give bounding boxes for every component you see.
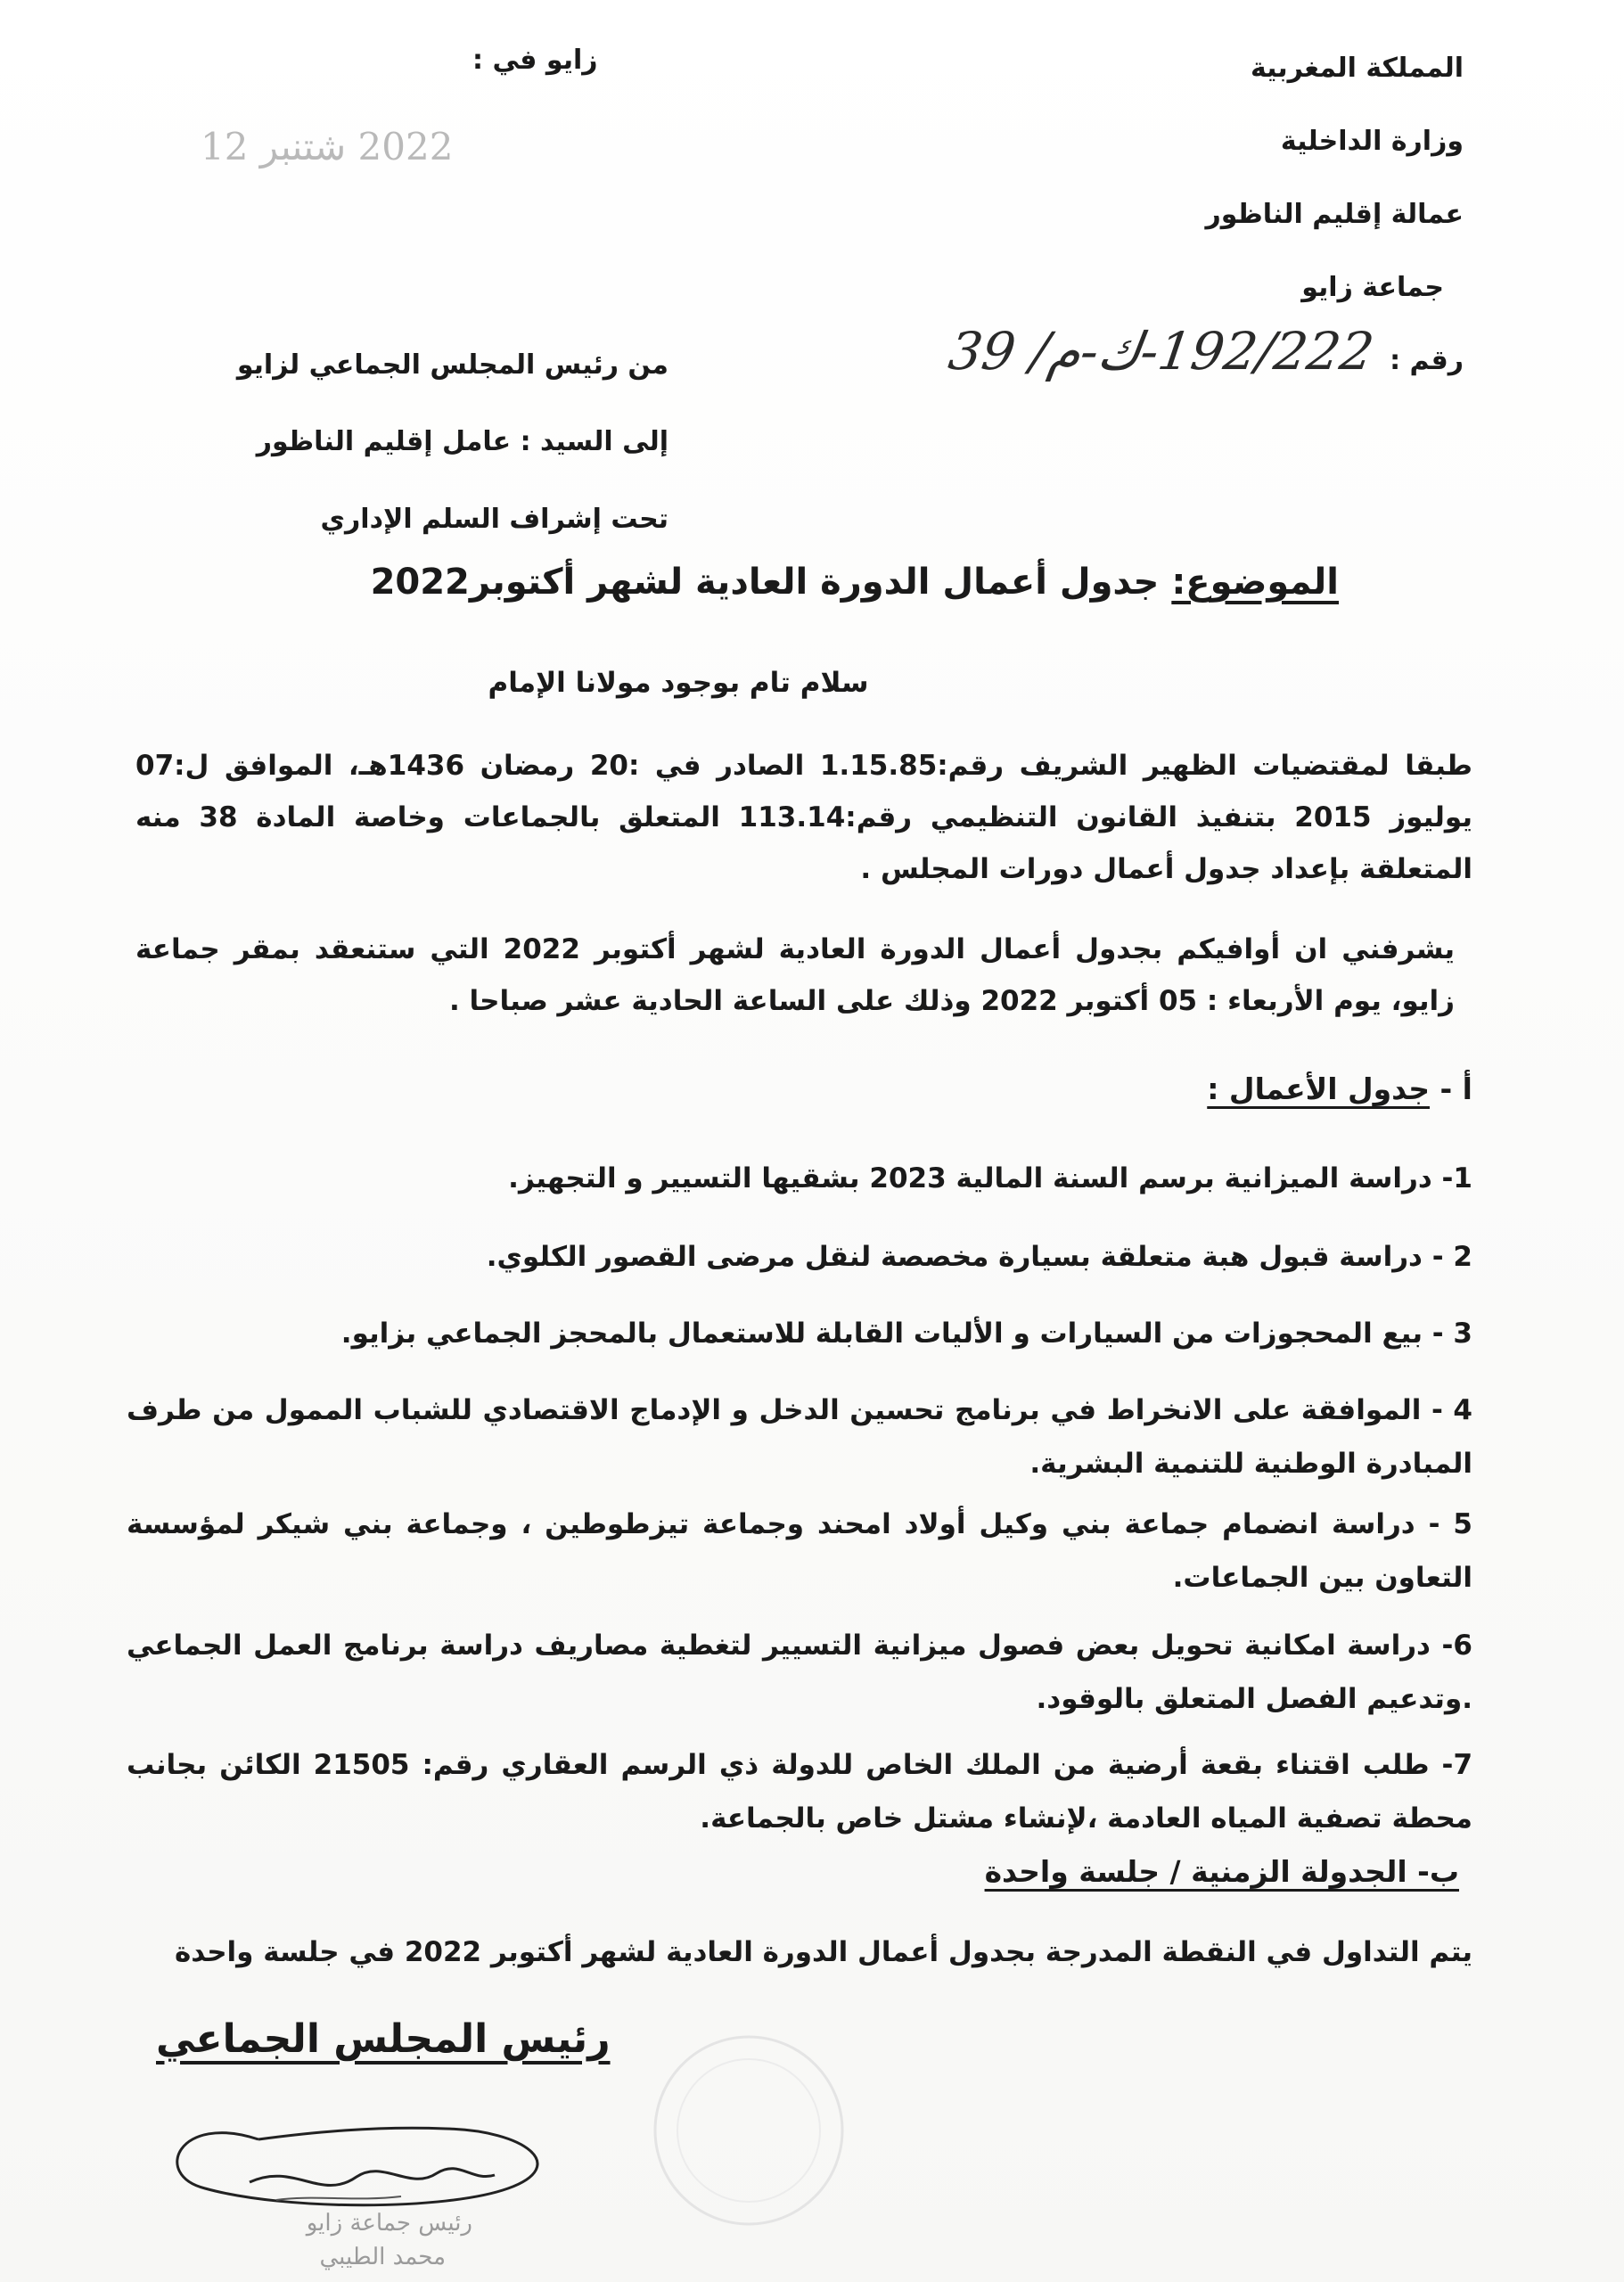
reference-number xyxy=(945,321,1464,382)
agenda-heading xyxy=(1207,1071,1472,1106)
handwritten-signature xyxy=(152,2077,651,2273)
agenda-item: 4 - الموافقة على الانخراط في برنامج تحسين الدخل و الإدماج الاقتصادي للشباب الممول من طرف المبادرة الوطنية للتنمية البشرية. xyxy=(127,1394,1472,1480)
agenda-item: 1- دراسة الميزانية برسم السنة المالية 2023 بشقيها التسيير و التجهيز. xyxy=(508,1162,1472,1194)
schedule-heading xyxy=(985,1854,1459,1889)
reference-handwritten: 192/222-ك-م/ 39 xyxy=(945,321,1378,382)
agenda-item: 5 - دراسة انضمام جماعة بني وكيل أولاد امحند وجماعة تيزطوطين ، وجماعة بني شيكر لمؤسسة التعاون بين الجماعات. xyxy=(127,1508,1472,1594)
signature-stamp-line-2: محمد الطيبي xyxy=(319,2244,446,2270)
schedule-title: ب- الجدولة الزمنية / جلسة واحدة xyxy=(984,1854,1459,1889)
reference-label: رقم : xyxy=(1390,345,1464,376)
letterhead xyxy=(964,32,1464,324)
agenda-item: 6- دراسة امكانية تحويل بعض فصول ميزانية التسيير لتغطية مصاريف دراسة برنامج العمل الجماعي .وتدعيم الفصل المتعلق بالوقود. xyxy=(127,1629,1472,1715)
faint-seal xyxy=(642,2023,856,2237)
letterhead-ministry: وزارة الداخلية xyxy=(1280,126,1464,157)
subject-line xyxy=(371,562,1339,603)
letterhead-kingdom: المملكة المغربية xyxy=(1250,53,1464,84)
body-paragraph-legal: طبقا لمقتضيات الظهير الشريف رقم:1.15.85 الصادر في :20 رمضان 1436هـ، الموافق ل:07 يوليوز 2015 بتنفيذ القانون التنظيمي رقم:113.14 المتعلق بالجماعات وخاصة المادة 38 منه المتعلقة بإعداد جدول أعمال دورات المجلس . xyxy=(135,750,1472,885)
subject-label: الموضوع: xyxy=(1171,562,1339,603)
address-via: تحت إشراف السلم الإداري xyxy=(320,504,668,535)
greeting: سلام تام بوجود مولانا الإمام xyxy=(488,667,869,699)
address-from: من رئيس المجلس الجماعي لزايو xyxy=(236,349,668,381)
agenda-item: 3 - بيع المحجوزات من السيارات و الأليات القابلة للاستعمال بالمحجز الجماعي بزايو. xyxy=(340,1317,1472,1350)
agenda-item: 2 - دراسة قبول هبة متعلقة بسيارة مخصصة لنقل مرضى القصور الكلوي. xyxy=(486,1241,1472,1273)
schedule-text: يتم التداول في النقطة المدرجة بجدول أعمال الدورة العادية لشهر أكتوبر 2022 في جلسة واحدة xyxy=(174,1936,1472,1968)
letterhead-commune: جماعة زايو xyxy=(1301,272,1444,303)
agenda-item: 7- طلب اقتناء بقعة أرضية من الملك الخاص للدولة ذي الرسم العقاري رقم: 21505 الكائن بجانب محطة تصفية المياه العادمة ،لإنشاء مشتل خاص بالجماعة. xyxy=(127,1749,1473,1835)
place-date-label: زايو في : xyxy=(472,45,598,76)
agenda-title: جدول الأعمال : xyxy=(1207,1071,1430,1106)
signature-stamp-line-1: رئيس جماعة زايو xyxy=(306,2210,472,2237)
body-paragraph-invitation: يشرفني ان أوافيكم بجدول أعمال الدورة العادية لشهر أكتوبر 2022 التي ستنعقد بمقر جماعة زايو، يوم الأربعاء : 05 أكتوبر 2022 وذلك على الساعة الحادية عشر صباحا . xyxy=(135,933,1455,1017)
letterhead-province: عمالة إقليم الناظور xyxy=(1205,199,1464,230)
date-stamp: 2022 شتنبر 12 xyxy=(201,125,454,168)
address-to: إلى السيد : عامل إقليم الناظور xyxy=(256,426,668,457)
agenda-section-letter: أ - xyxy=(1439,1071,1472,1106)
signature-title: رئيس المجلس الجماعي xyxy=(156,2016,611,2062)
subject-text: جدول أعمال الدورة العادية لشهر أكتوبر2022 xyxy=(370,562,1160,603)
